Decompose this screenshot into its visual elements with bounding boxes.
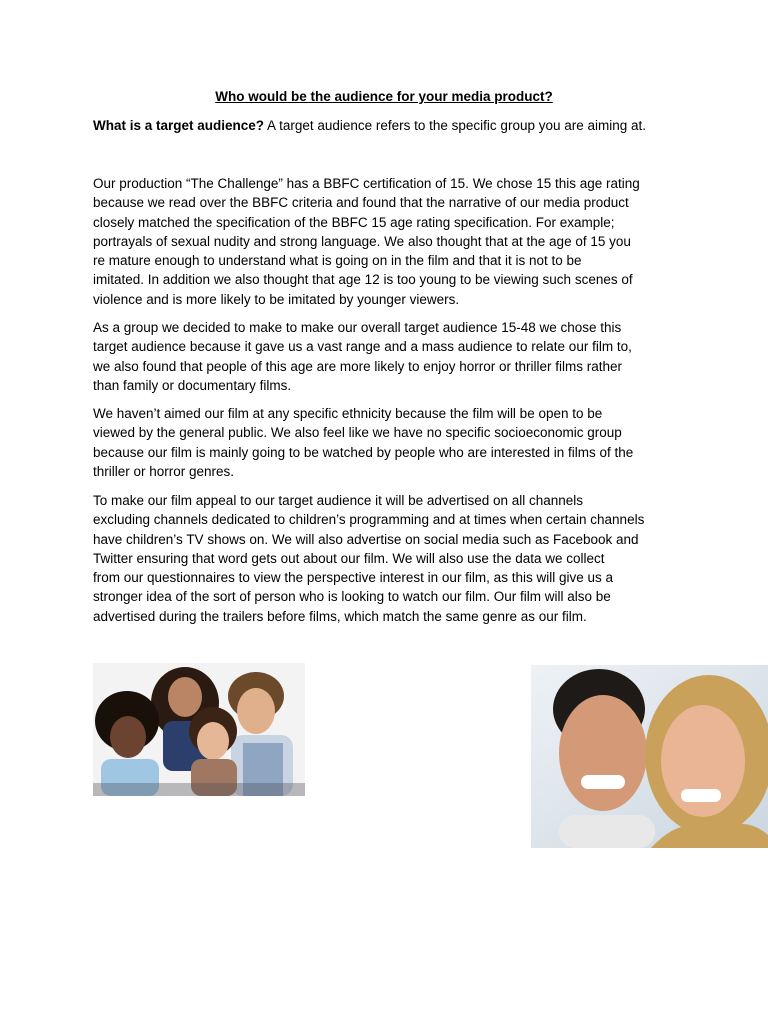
- text-line: target audience because it gave us a vast range and a mass audience to relate our film to,: [93, 339, 632, 355]
- paragraph-certification: [93, 174, 683, 309]
- text-line: stronger idea of the sort of person who is looking to watch our film. Our film will also be: [93, 589, 611, 605]
- page-title: Who would be the audience for your media product?: [215, 89, 553, 104]
- text-line: than family or documentary films.: [93, 377, 292, 393]
- intro-definition: A target audience refers to the specific group you are aiming at.: [264, 118, 647, 133]
- text-line: re mature enough to understand what is going on in the film and that it is not to be: [93, 253, 582, 269]
- text-line: To make our film appeal to our target audience it will be advertised on all channels: [93, 493, 584, 508]
- paragraph-age-range: [93, 318, 683, 395]
- text-line: imitated. In addition we also thought that age 12 is too young to be viewing such scenes of: [93, 272, 633, 288]
- paragraph-ethnicity: [93, 404, 683, 481]
- text-line: As a group we decided to make to make our overall target audience 15-48 we chose this: [93, 320, 622, 335]
- text-line: portrayals of sexual nudity and strong language. We also thought that at the age of 15 you: [93, 233, 631, 249]
- photo-smiling-couple: [531, 665, 768, 848]
- text-line: viewed by the general public. We also feel like we have no specific socioeconomic group: [93, 425, 622, 441]
- text-line: thriller or horror genres.: [93, 463, 235, 479]
- text-line: Twitter ensuring that word gets out about our film. We will also use the data we collect: [93, 550, 605, 566]
- teens-illustration: [93, 663, 305, 796]
- text-line: because we read over the BBFC criteria and found that the narrative of our media product: [93, 195, 629, 211]
- text-line: we also found that people of this age are more likely to enjoy horror or thriller films rather: [93, 358, 623, 374]
- text-line: We haven’t aimed our film at any specific ethnicity because the film will be open to be: [93, 406, 603, 421]
- text-line: closely matched the specification of the BBFC 15 age rating specification. For example;: [93, 214, 615, 230]
- text-line: from our questionnaires to view the perspective interest in our film, as this will give us a: [93, 570, 613, 586]
- intro-term: What is a target audience?: [93, 118, 265, 133]
- text-line: excluding channels dedicated to children’s programming and at times when certain channels: [93, 512, 645, 528]
- intro-line: [93, 116, 693, 135]
- couple-illustration: [531, 665, 768, 848]
- text-line: advertised during the trailers before films, which match the same genre as our film.: [93, 608, 587, 624]
- text-line: Our production “The Challenge” has a BBFC certification of 15. We chose 15 this age rating: [93, 176, 640, 191]
- text-line: have children’s TV shows on. We will also advertise on social media such as Facebook and: [93, 531, 639, 547]
- text-line: violence and is more likely to be imitated by younger viewers.: [93, 291, 460, 307]
- paragraph-advertising: [93, 491, 683, 626]
- photo-group-of-teenagers: [93, 663, 305, 796]
- text-line: because our film is mainly going to be watched by people who are interested in films of the: [93, 444, 634, 460]
